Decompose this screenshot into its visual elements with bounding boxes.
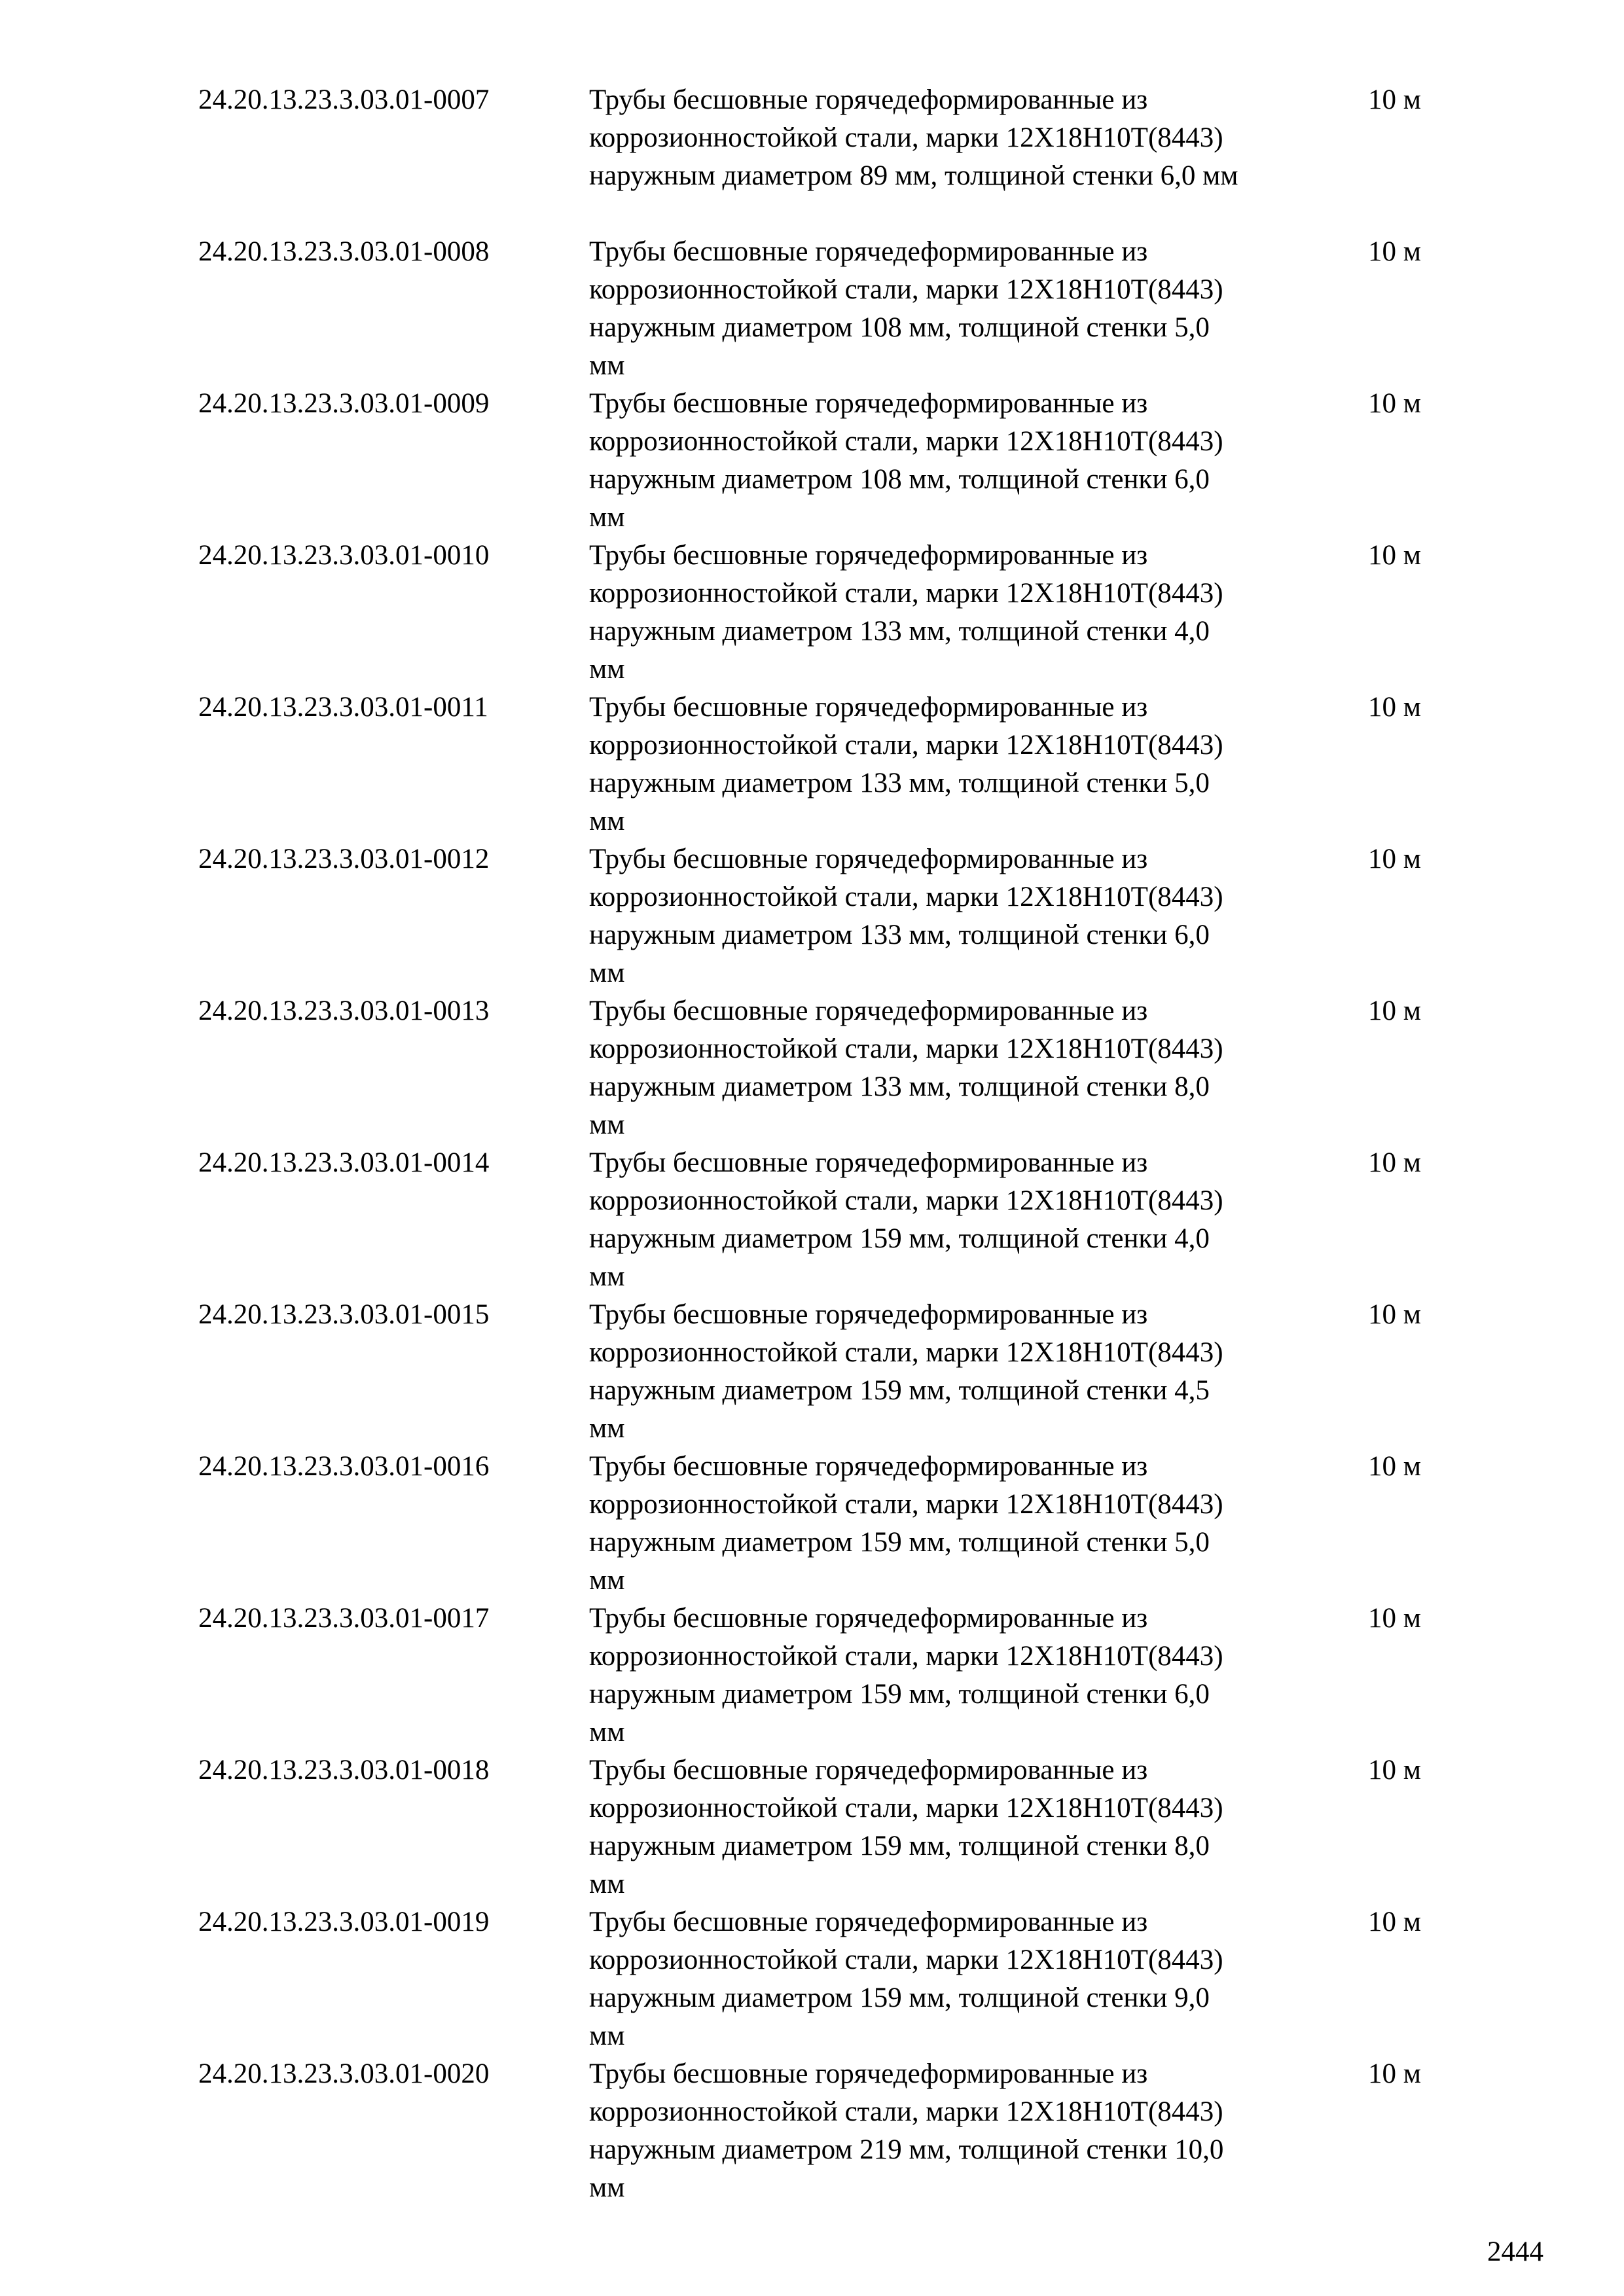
description-line: наружным диаметром 133 мм, толщиной стенки 4,0 — [589, 616, 1210, 647]
description-line: Трубы бесшовные горячедеформированные из — [589, 692, 1148, 723]
item-code: 24.20.13.23.3.03.01-0020 — [198, 2058, 490, 2089]
description-line: наружным диаметром 89 мм, толщиной стенки 6,0 мм — [589, 160, 1238, 191]
item-code: 24.20.13.23.3.03.01-0008 — [198, 236, 490, 267]
description-line: мм — [589, 958, 625, 988]
description-line: Трубы бесшовные горячедеформированные из — [589, 1147, 1148, 1178]
description-line: Трубы бесшовные горячедеформированные из — [589, 388, 1148, 419]
description-line: Трубы бесшовные горячедеформированные из — [589, 1907, 1148, 1937]
description-line: коррозионностойкой стали, марки 12Х18Н10Т(8443) — [589, 426, 1223, 457]
description-line: наружным диаметром 133 мм, толщиной стенки 8,0 — [589, 1071, 1210, 1102]
description-line: коррозионностойкой стали, марки 12Х18Н10Т(8443) — [589, 2096, 1223, 2127]
table-row — [0, 1144, 1624, 1296]
item-unit: 10 м — [1368, 692, 1421, 723]
description-line: мм — [589, 806, 625, 836]
table-row — [0, 2055, 1624, 2207]
item-description — [589, 233, 1348, 385]
item-description — [589, 1903, 1348, 2055]
description-line: наружным диаметром 159 мм, толщиной стенки 5,0 — [589, 1527, 1210, 1558]
description-line: Трубы бесшовные горячедеформированные из — [589, 236, 1148, 267]
table-row — [0, 1600, 1624, 1751]
item-unit: 10 м — [1368, 540, 1421, 571]
table-row — [0, 840, 1624, 992]
item-description — [589, 1448, 1348, 1600]
description-line: мм — [589, 654, 625, 685]
table-row — [0, 233, 1624, 385]
item-unit: 10 м — [1368, 2058, 1421, 2089]
description-line: мм — [589, 2020, 625, 2051]
description-line: Трубы бесшовные горячедеформированные из — [589, 996, 1148, 1026]
description-line: наружным диаметром 159 мм, толщиной стенки 6,0 — [589, 1679, 1210, 1710]
description-line: мм — [589, 502, 625, 533]
description-line: коррозионностойкой стали, марки 12Х18Н10Т(8443) — [589, 1489, 1223, 1520]
description-line: коррозионностойкой стали, марки 12Х18Н10Т(8443) — [589, 882, 1223, 912]
item-description — [589, 992, 1348, 1144]
description-line: Трубы бесшовные горячедеформированные из — [589, 1451, 1148, 1482]
description-line: Трубы бесшовные горячедеформированные из — [589, 84, 1148, 115]
description-line: Трубы бесшовные горячедеформированные из — [589, 2058, 1148, 2089]
item-description — [589, 537, 1348, 689]
item-description — [589, 2055, 1348, 2207]
item-description — [589, 1600, 1348, 1751]
description-line: коррозионностойкой стали, марки 12Х18Н10Т(8443) — [589, 730, 1223, 761]
item-code: 24.20.13.23.3.03.01-0016 — [198, 1451, 490, 1482]
description-line: мм — [589, 1565, 625, 1596]
item-description — [589, 385, 1348, 537]
description-line: наружным диаметром 159 мм, толщиной стенки 4,0 — [589, 1223, 1210, 1254]
item-unit: 10 м — [1368, 388, 1421, 419]
table-row — [0, 537, 1624, 689]
description-line: Трубы бесшовные горячедеформированные из — [589, 540, 1148, 571]
item-unit: 10 м — [1368, 1755, 1421, 1785]
description-line: коррозионностойкой стали, марки 12Х18Н10Т(8443) — [589, 1337, 1223, 1368]
item-code: 24.20.13.23.3.03.01-0012 — [198, 844, 490, 874]
item-code: 24.20.13.23.3.03.01-0009 — [198, 388, 490, 419]
item-unit: 10 м — [1368, 84, 1421, 115]
description-line: мм — [589, 1717, 625, 1748]
item-code: 24.20.13.23.3.03.01-0010 — [198, 540, 490, 571]
table-row — [0, 1903, 1624, 2055]
table-row — [0, 689, 1624, 840]
description-line: Трубы бесшовные горячедеформированные из — [589, 844, 1148, 874]
item-code: 24.20.13.23.3.03.01-0007 — [198, 84, 490, 115]
table-row — [0, 1751, 1624, 1903]
description-line: коррозионностойкой стали, марки 12Х18Н10Т(8443) — [589, 122, 1223, 153]
item-unit: 10 м — [1368, 844, 1421, 874]
table-row — [0, 385, 1624, 537]
table-row — [0, 992, 1624, 1144]
description-line: наружным диаметром 159 мм, толщиной стенки 8,0 — [589, 1831, 1210, 1861]
item-unit: 10 м — [1368, 1603, 1421, 1634]
description-line: Трубы бесшовные горячедеформированные из — [589, 1755, 1148, 1785]
description-line: мм — [589, 2172, 625, 2203]
item-code: 24.20.13.23.3.03.01-0013 — [198, 996, 490, 1026]
item-unit: 10 м — [1368, 236, 1421, 267]
item-description — [589, 81, 1348, 195]
description-line: наружным диаметром 159 мм, толщиной стенки 4,5 — [589, 1375, 1210, 1406]
description-line: коррозионностойкой стали, марки 12Х18Н10Т(8443) — [589, 1945, 1223, 1975]
description-line: наружным диаметром 108 мм, толщиной стенки 5,0 — [589, 312, 1210, 343]
description-line: мм — [589, 1869, 625, 1899]
description-line: наружным диаметром 133 мм, толщиной стенки 6,0 — [589, 920, 1210, 950]
description-line: коррозионностойкой стали, марки 12Х18Н10Т(8443) — [589, 274, 1223, 305]
item-code: 24.20.13.23.3.03.01-0017 — [198, 1603, 490, 1634]
item-unit: 10 м — [1368, 1907, 1421, 1937]
description-line: Трубы бесшовные горячедеформированные из — [589, 1603, 1148, 1634]
description-line: мм — [589, 1261, 625, 1292]
item-description — [589, 689, 1348, 840]
item-code: 24.20.13.23.3.03.01-0018 — [198, 1755, 490, 1785]
description-line: коррозионностойкой стали, марки 12Х18Н10Т(8443) — [589, 1033, 1223, 1064]
description-line: коррозионностойкой стали, марки 12Х18Н10Т(8443) — [589, 1185, 1223, 1216]
description-line: мм — [589, 1109, 625, 1140]
item-description — [589, 1296, 1348, 1448]
item-unit: 10 м — [1368, 1147, 1421, 1178]
item-unit: 10 м — [1368, 996, 1421, 1026]
description-line: Трубы бесшовные горячедеформированные из — [589, 1299, 1148, 1330]
table-row — [0, 1448, 1624, 1600]
description-line: наружным диаметром 133 мм, толщиной стенки 5,0 — [589, 768, 1210, 798]
description-line: мм — [589, 1413, 625, 1444]
description-line: наружным диаметром 108 мм, толщиной стенки 6,0 — [589, 464, 1210, 495]
item-description — [589, 1751, 1348, 1903]
description-line: коррозионностойкой стали, марки 12Х18Н10Т(8443) — [589, 1641, 1223, 1672]
description-line: коррозионностойкой стали, марки 12Х18Н10Т(8443) — [589, 1793, 1223, 1823]
table-row — [0, 1296, 1624, 1448]
item-code: 24.20.13.23.3.03.01-0015 — [198, 1299, 490, 1330]
page-number: 2444 — [1487, 2236, 1543, 2267]
item-code: 24.20.13.23.3.03.01-0019 — [198, 1907, 490, 1937]
item-code: 24.20.13.23.3.03.01-0011 — [198, 692, 488, 723]
description-line: коррозионностойкой стали, марки 12Х18Н10Т(8443) — [589, 578, 1223, 609]
item-description — [589, 840, 1348, 992]
item-unit: 10 м — [1368, 1299, 1421, 1330]
description-line: наружным диаметром 219 мм, толщиной стенки 10,0 — [589, 2134, 1224, 2165]
description-line: наружным диаметром 159 мм, толщиной стенки 9,0 — [589, 1982, 1210, 2013]
item-unit: 10 м — [1368, 1451, 1421, 1482]
table-row — [0, 81, 1624, 233]
description-line: мм — [589, 350, 625, 381]
item-description — [589, 1144, 1348, 1296]
item-code: 24.20.13.23.3.03.01-0014 — [198, 1147, 490, 1178]
